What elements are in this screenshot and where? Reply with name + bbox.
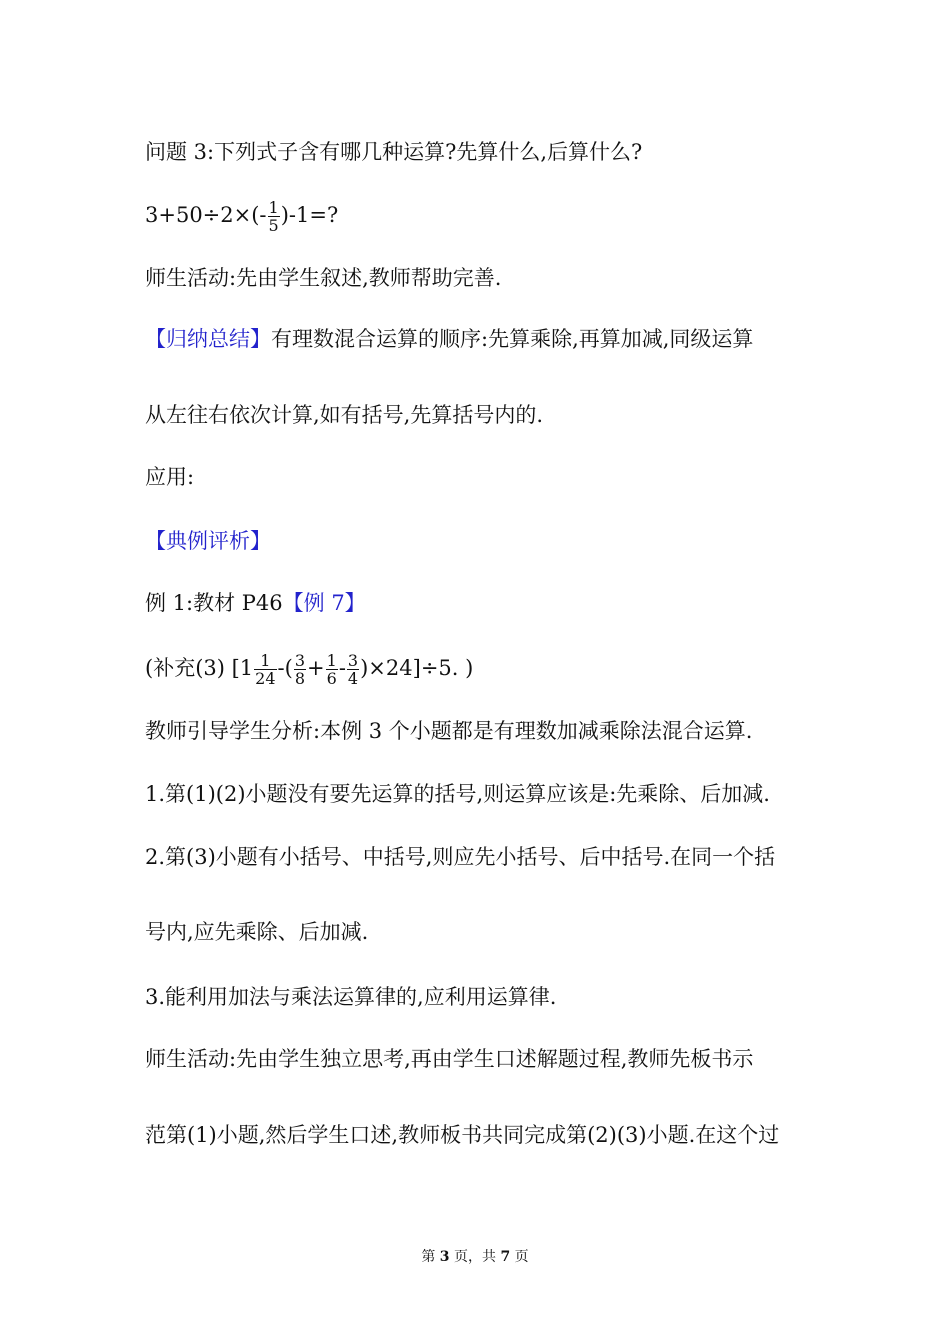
summary-text: 有理数混合运算的顺序:先算乘除,再算加减,同级运算	[271, 327, 754, 351]
page-footer	[0, 1247, 950, 1267]
question-3: 问题 3:下列式子含有哪几种运算?先算什么,后算什么?	[145, 140, 643, 164]
fraction-1-6: $\frac{1}{6}$	[326, 651, 337, 688]
point-2: 2.第(3)小题有小括号、中括号,则应先小括号、后中括号.在同一个括	[145, 845, 776, 869]
expr-part-b: )-1=?	[280, 203, 339, 227]
application-heading: 应用:	[145, 465, 195, 489]
teacher-guide: 教师引导学生分析:本例 3 个小题都是有理数加减乘除法混合运算.	[145, 719, 753, 743]
supp-part-c: +	[307, 656, 325, 680]
footer-suffix: 页	[510, 1249, 529, 1265]
summary-tag: 【归纳总结】	[145, 327, 271, 351]
footer-middle: 页，共	[449, 1249, 501, 1265]
activity-2-continuation: 范第(1)小题,然后学生口述,教师板书共同完成第(2)(3)小题.在这个过	[145, 1123, 780, 1147]
example-1	[145, 589, 366, 617]
teacher-student-activity-1: 师生活动:先由学生叙述,教师帮助完善.	[145, 266, 502, 290]
fraction-1-24: $\frac{1}{24}$	[255, 651, 276, 688]
fraction-3-4: $\frac{3}{4}$	[347, 651, 359, 688]
fraction-3-8: $\frac{3}{8}$	[294, 651, 306, 688]
expression-1	[145, 199, 338, 234]
example-analysis-tag: 【典例评析】	[145, 529, 271, 553]
footer-page-number: 3	[439, 1249, 450, 1265]
example-7-tag: 【例 7】	[282, 591, 366, 615]
point-1: 1.第(1)(2)小题没有要先运算的括号,则运算应该是:先乘除、后加减.	[145, 782, 770, 806]
example-1-prefix: 例 1:教材 P46	[145, 591, 283, 615]
footer-prefix: 第	[421, 1249, 440, 1265]
summary-continuation: 从左往右依次计算,如有括号,先算括号内的.	[145, 403, 544, 427]
supp-part-a: (补充(3) [1	[145, 656, 254, 680]
point-3: 3.能利用加法与乘法运算律的,应利用运算律.	[145, 985, 557, 1009]
teacher-student-activity-2: 师生活动:先由学生独立思考,再由学生口述解题过程,教师先板书示	[145, 1047, 754, 1071]
footer-total-pages: 7	[500, 1249, 511, 1265]
supp-part-b: -(	[277, 656, 293, 680]
expr-part-a: 3+50÷2×(-	[145, 203, 267, 227]
supp-part-e: )×24]÷5. )	[360, 656, 474, 680]
summary-line	[145, 325, 753, 353]
supplement-expression	[145, 652, 473, 687]
fraction-one-fifth: $\frac{1}{5}$	[268, 198, 279, 235]
point-2-continuation: 号内,应先乘除、后加减.	[145, 920, 369, 944]
supp-part-d: -	[338, 656, 346, 680]
